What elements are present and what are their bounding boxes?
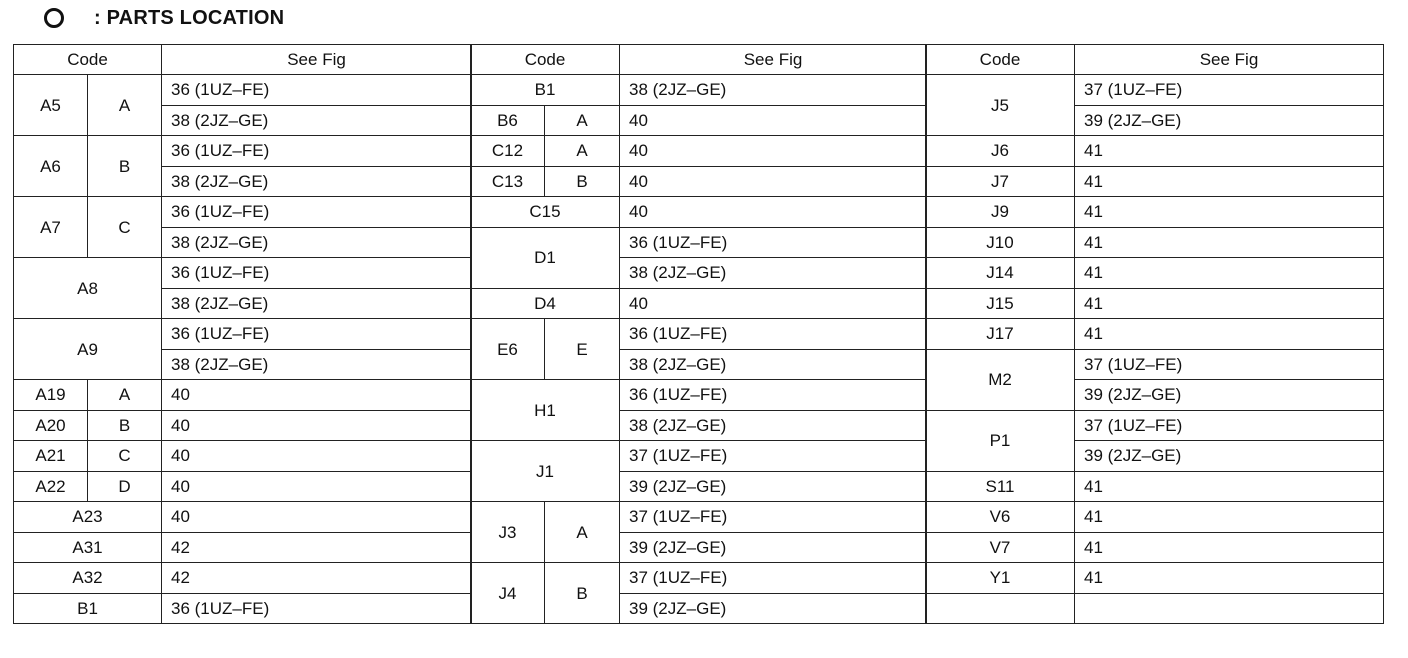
fig-cell: 40 (620, 136, 927, 167)
fig-cell: 42 (162, 563, 472, 594)
fig-cell: 38 (2JZ–GE) (620, 258, 927, 289)
fig-cell: 41 (1075, 563, 1384, 594)
fig-cell: 41 (1075, 258, 1384, 289)
fig-cell: 41 (1075, 136, 1384, 167)
fig-cell: 39 (2JZ–GE) (1075, 441, 1384, 472)
code-cell: P1 (926, 410, 1075, 471)
code-cell: J15 (926, 288, 1075, 319)
fig-cell: 36 (1UZ–FE) (162, 319, 472, 350)
sub-code-cell: B (88, 410, 162, 441)
code-header: Code (14, 45, 162, 75)
code-cell (926, 593, 1075, 624)
fig-cell: 39 (2JZ–GE) (620, 593, 927, 624)
code-cell: A9 (14, 319, 162, 380)
fig-cell: 38 (2JZ–GE) (620, 410, 927, 441)
fig-cell: 38 (2JZ–GE) (162, 349, 472, 380)
table-row (926, 563, 1384, 594)
code-cell: J4 (471, 563, 545, 624)
table-row (14, 319, 472, 350)
fig-cell: 42 (162, 532, 472, 563)
table-row (926, 288, 1384, 319)
code-cell: A8 (14, 258, 162, 319)
code-cell: A20 (14, 410, 88, 441)
code-cell: J17 (926, 319, 1075, 350)
table-row (471, 380, 927, 411)
fig-cell: 41 (1075, 166, 1384, 197)
table-row (926, 502, 1384, 533)
code-cell: C12 (471, 136, 545, 167)
table-row (14, 197, 472, 228)
fig-cell: 40 (620, 166, 927, 197)
table-row (14, 441, 472, 472)
code-header: Code (926, 45, 1075, 75)
fig-cell: 36 (1UZ–FE) (620, 380, 927, 411)
table-row (14, 136, 472, 167)
fig-cell: 40 (620, 197, 927, 228)
code-cell: C15 (471, 197, 620, 228)
table-row (926, 136, 1384, 167)
table-row (14, 380, 472, 411)
fig-cell: 40 (162, 441, 472, 472)
fig-cell: 38 (2JZ–GE) (620, 75, 927, 106)
fig-cell: 40 (162, 410, 472, 441)
fig-cell: 39 (2JZ–GE) (1075, 380, 1384, 411)
table-row (471, 136, 927, 167)
table-row (471, 105, 927, 136)
table-row (926, 75, 1384, 106)
fig-cell (1075, 593, 1384, 624)
table-header (926, 45, 1384, 75)
fig-cell: 37 (1UZ–FE) (620, 441, 927, 472)
code-cell: Y1 (926, 563, 1075, 594)
fig-cell: 40 (162, 502, 472, 533)
fig-cell: 38 (2JZ–GE) (162, 105, 472, 136)
fig-cell: 36 (1UZ–FE) (162, 75, 472, 106)
code-cell: A22 (14, 471, 88, 502)
fig-cell: 37 (1UZ–FE) (620, 563, 927, 594)
code-cell: J7 (926, 166, 1075, 197)
fig-cell: 41 (1075, 471, 1384, 502)
table-row (471, 166, 927, 197)
fig-cell: 38 (2JZ–GE) (162, 227, 472, 258)
table-row (926, 532, 1384, 563)
fig-cell: 37 (1UZ–FE) (1075, 75, 1384, 106)
table-row (471, 227, 927, 258)
sub-code-cell: A (545, 105, 620, 136)
table-row (471, 288, 927, 319)
fig-cell: 40 (162, 471, 472, 502)
code-cell: J14 (926, 258, 1075, 289)
sub-code-cell: A (545, 502, 620, 563)
code-cell: H1 (471, 380, 620, 441)
fig-cell: 38 (2JZ–GE) (162, 166, 472, 197)
table-row (471, 563, 927, 594)
table-header (14, 45, 472, 75)
code-cell: A32 (14, 563, 162, 594)
sub-code-cell: A (545, 136, 620, 167)
table-row (471, 502, 927, 533)
table-row (926, 197, 1384, 228)
fig-cell: 36 (1UZ–FE) (162, 258, 472, 289)
parts-table-3 (925, 44, 1384, 624)
table-row (471, 441, 927, 472)
parts-table-1 (13, 44, 472, 624)
code-cell: E6 (471, 319, 545, 380)
parts-table-2 (470, 44, 927, 624)
fig-cell: 39 (2JZ–GE) (620, 471, 927, 502)
fig-cell: 36 (1UZ–FE) (620, 227, 927, 258)
table-row (14, 410, 472, 441)
code-cell: J5 (926, 75, 1075, 136)
table-row (926, 258, 1384, 289)
table-row (14, 258, 472, 289)
table-row (14, 593, 472, 624)
fig-cell: 41 (1075, 288, 1384, 319)
sub-code-cell: C (88, 441, 162, 472)
code-cell: J3 (471, 502, 545, 563)
table-row (14, 532, 472, 563)
sub-code-cell: A (88, 75, 162, 136)
fig-cell: 40 (620, 105, 927, 136)
code-cell: V6 (926, 502, 1075, 533)
fig-cell: 36 (1UZ–FE) (162, 136, 472, 167)
sub-code-cell: B (545, 166, 620, 197)
code-cell: A5 (14, 75, 88, 136)
sub-code-cell: B (88, 136, 162, 197)
table-row (14, 75, 472, 106)
code-cell: S11 (926, 471, 1075, 502)
code-cell: A7 (14, 197, 88, 258)
code-cell: D1 (471, 227, 620, 288)
fig-cell: 41 (1075, 319, 1384, 350)
code-cell: J10 (926, 227, 1075, 258)
sub-code-cell: B (545, 563, 620, 624)
code-cell: A31 (14, 532, 162, 563)
page-title: : PARTS LOCATION (94, 6, 285, 29)
table-row (926, 166, 1384, 197)
fig-cell: 39 (2JZ–GE) (620, 532, 927, 563)
table-header (471, 45, 927, 75)
fig-cell: 40 (620, 288, 927, 319)
fig-cell: 37 (1UZ–FE) (620, 502, 927, 533)
fig-cell: 39 (2JZ–GE) (1075, 105, 1384, 136)
code-cell: J1 (471, 441, 620, 502)
table-row (471, 197, 927, 228)
fig-cell: 36 (1UZ–FE) (162, 197, 472, 228)
fig-cell: 37 (1UZ–FE) (1075, 410, 1384, 441)
table-row (926, 410, 1384, 441)
code-cell: V7 (926, 532, 1075, 563)
table-row (926, 593, 1384, 624)
code-cell: C13 (471, 166, 545, 197)
see-fig-header: See Fig (162, 45, 472, 75)
code-cell: J6 (926, 136, 1075, 167)
table-row (926, 349, 1384, 380)
fig-cell: 37 (1UZ–FE) (1075, 349, 1384, 380)
table-row (926, 227, 1384, 258)
page-header (44, 4, 284, 32)
fig-cell: 41 (1075, 197, 1384, 228)
code-cell: B1 (471, 75, 620, 106)
code-cell: B6 (471, 105, 545, 136)
table-row (14, 471, 472, 502)
sub-code-cell: A (88, 380, 162, 411)
table-row (14, 502, 472, 533)
table-row (471, 319, 927, 350)
fig-cell: 40 (162, 380, 472, 411)
fig-cell: 41 (1075, 532, 1384, 563)
table-row (14, 563, 472, 594)
code-cell: A21 (14, 441, 88, 472)
fig-cell: 38 (2JZ–GE) (620, 349, 927, 380)
fig-cell: 41 (1075, 502, 1384, 533)
sub-code-cell: C (88, 197, 162, 258)
code-cell: A23 (14, 502, 162, 533)
fig-cell: 38 (2JZ–GE) (162, 288, 472, 319)
table-row (926, 319, 1384, 350)
table-row (926, 471, 1384, 502)
fig-cell: 36 (1UZ–FE) (162, 593, 472, 624)
code-header: Code (471, 45, 620, 75)
code-cell: B1 (14, 593, 162, 624)
code-cell: A19 (14, 380, 88, 411)
code-cell: A6 (14, 136, 88, 197)
see-fig-header: See Fig (1075, 45, 1384, 75)
sub-code-cell: E (545, 319, 620, 380)
sub-code-cell: D (88, 471, 162, 502)
code-cell: M2 (926, 349, 1075, 410)
code-cell: D4 (471, 288, 620, 319)
fig-cell: 36 (1UZ–FE) (620, 319, 927, 350)
fig-cell: 41 (1075, 227, 1384, 258)
see-fig-header: See Fig (620, 45, 927, 75)
circle-icon (44, 8, 64, 28)
code-cell: J9 (926, 197, 1075, 228)
table-row (471, 75, 927, 106)
